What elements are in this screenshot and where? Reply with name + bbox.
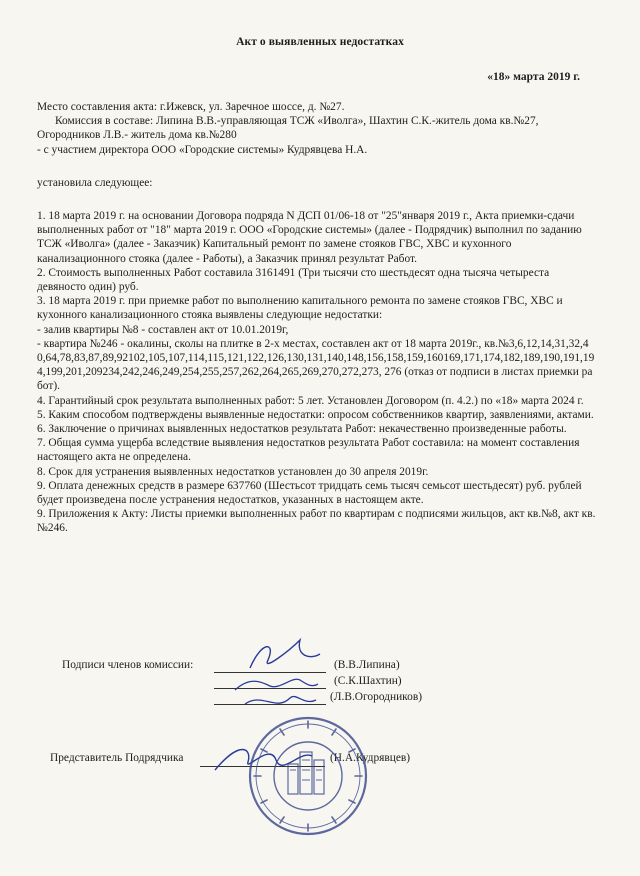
- contractor-label: Представитель Подрядчика: [50, 752, 184, 764]
- item-3: 3. 18 марта 2019 г. при приемке работ по выполнению капитального ремонта по замене стояков ГВС, ХВС и кухонного канализационного стояка выявлены следующие недостатки:: [37, 295, 563, 322]
- item-6: 6. Заключение о причинах выявленных недостатков результата Работ: некачественно произведенные работы.: [37, 423, 567, 436]
- document-date: «18» марта 2019 г.: [487, 71, 580, 83]
- commission-line-1: Комиссия в составе: Липина В.В.-управляющая ТСЖ «Иволга», Шахтин С.К.-житель дома кв.№27,: [55, 115, 539, 128]
- item-1: 1. 18 марта 2019 г. на основании Договора подряда N ДСП 01/06-18 от "25"января 2019 г., Акта приемки-сдачи выполненных работ от "18" марта 2019 г. ООО «Городские системы» (далее - Подрядчик) выполнил по заданию ТСЖ «Иволга» (далее - Заказчик) Капитальный ремонт по замене стояков ГВС, ХВС и кухонного канализационного стояка (далее - Работы), а Заказчик принял результат Работ.: [37, 210, 582, 265]
- item-4: 4. Гарантийный срок результата выполненных работ: 5 лет. Установлен Договором (п. 4.2.) по «18» марта 2024 г.: [37, 394, 584, 407]
- signature-1-stroke: [250, 640, 320, 668]
- member-3-name: (Л.В.Огородников): [330, 691, 422, 703]
- signature-3-stroke: [245, 696, 316, 704]
- item-9-attachments: 9. Приложения к Акту: Листы приемки выполненных работ по квартирам с подписями жильцов, акт кв.№8, акт кв.№246.: [37, 508, 596, 535]
- item-9-payment: 9. Оплата денежных средств в размере 637760 (Шестьсот тридцать семь тысяч семьсот шестьдесят) руб. рублей будет произведена после устранения недостатков, указанных в настоящем акте.: [37, 479, 582, 507]
- place-line: Место составления акта: г.Ижевск, ул. Заречное шоссе, д. №27.: [37, 101, 345, 113]
- signature-2-stroke: [235, 679, 318, 690]
- item-2: 2. Стоимость выполненных Работ составила 3161491 (Три тысячи сто шестьдесят одна тысяча четыреста девяносто один) руб.: [37, 266, 550, 294]
- company-stamp: [250, 718, 366, 834]
- item-3-flood: - залив квартиры №8 - составлен акт от 10.01.2019г,: [37, 323, 289, 336]
- commission-line-2: Огородников Л.В.- житель дома кв.№280: [37, 129, 237, 142]
- commission-line-3: - с участием директора ООО «Городские системы» Кудрявцева Н.А.: [37, 143, 368, 156]
- commission-signatures-label: Подписи членов комиссии:: [62, 659, 194, 671]
- item-3-apartments: - квартира №246 - окалины, сколы на плитке в 2-х местах, составлен акт от 18 марта 2019г., кв.№3,6,12,14,31,32,40,64,78,83,87,89,92102,105,107,114,115,121,122,126,130,131,140,148,156,158,159,160169,171,174,182,189,190,191,194,199,201,209234,242,246,249,254,255,257,262,264,265,269,270,272,273, 276 (отказ от подписи в листах приемки работ).: [37, 337, 595, 393]
- item-7: 7. Общая сумма ущерба вследствие выявления недостатков результата Работ составила: на момент составления настоящего акта не определена.: [37, 437, 580, 464]
- item-8: 8. Срок для устранения выявленных недостатков установлен до 30 апреля 2019г.: [37, 465, 429, 478]
- established-line: установила следующее:: [37, 176, 153, 189]
- document-title: Акт о выявленных недостатках: [236, 36, 404, 48]
- contractor-name: (Н.А.Кудрявцев): [330, 752, 411, 764]
- item-5: 5. Каким способом подтверждены выявленные недостатки: опросом собственников квартир, заявлениями, актами.: [37, 408, 594, 421]
- member-1-name: (В.В.Липина): [334, 659, 400, 671]
- member-2-name: (С.К.Шахтин): [334, 675, 402, 687]
